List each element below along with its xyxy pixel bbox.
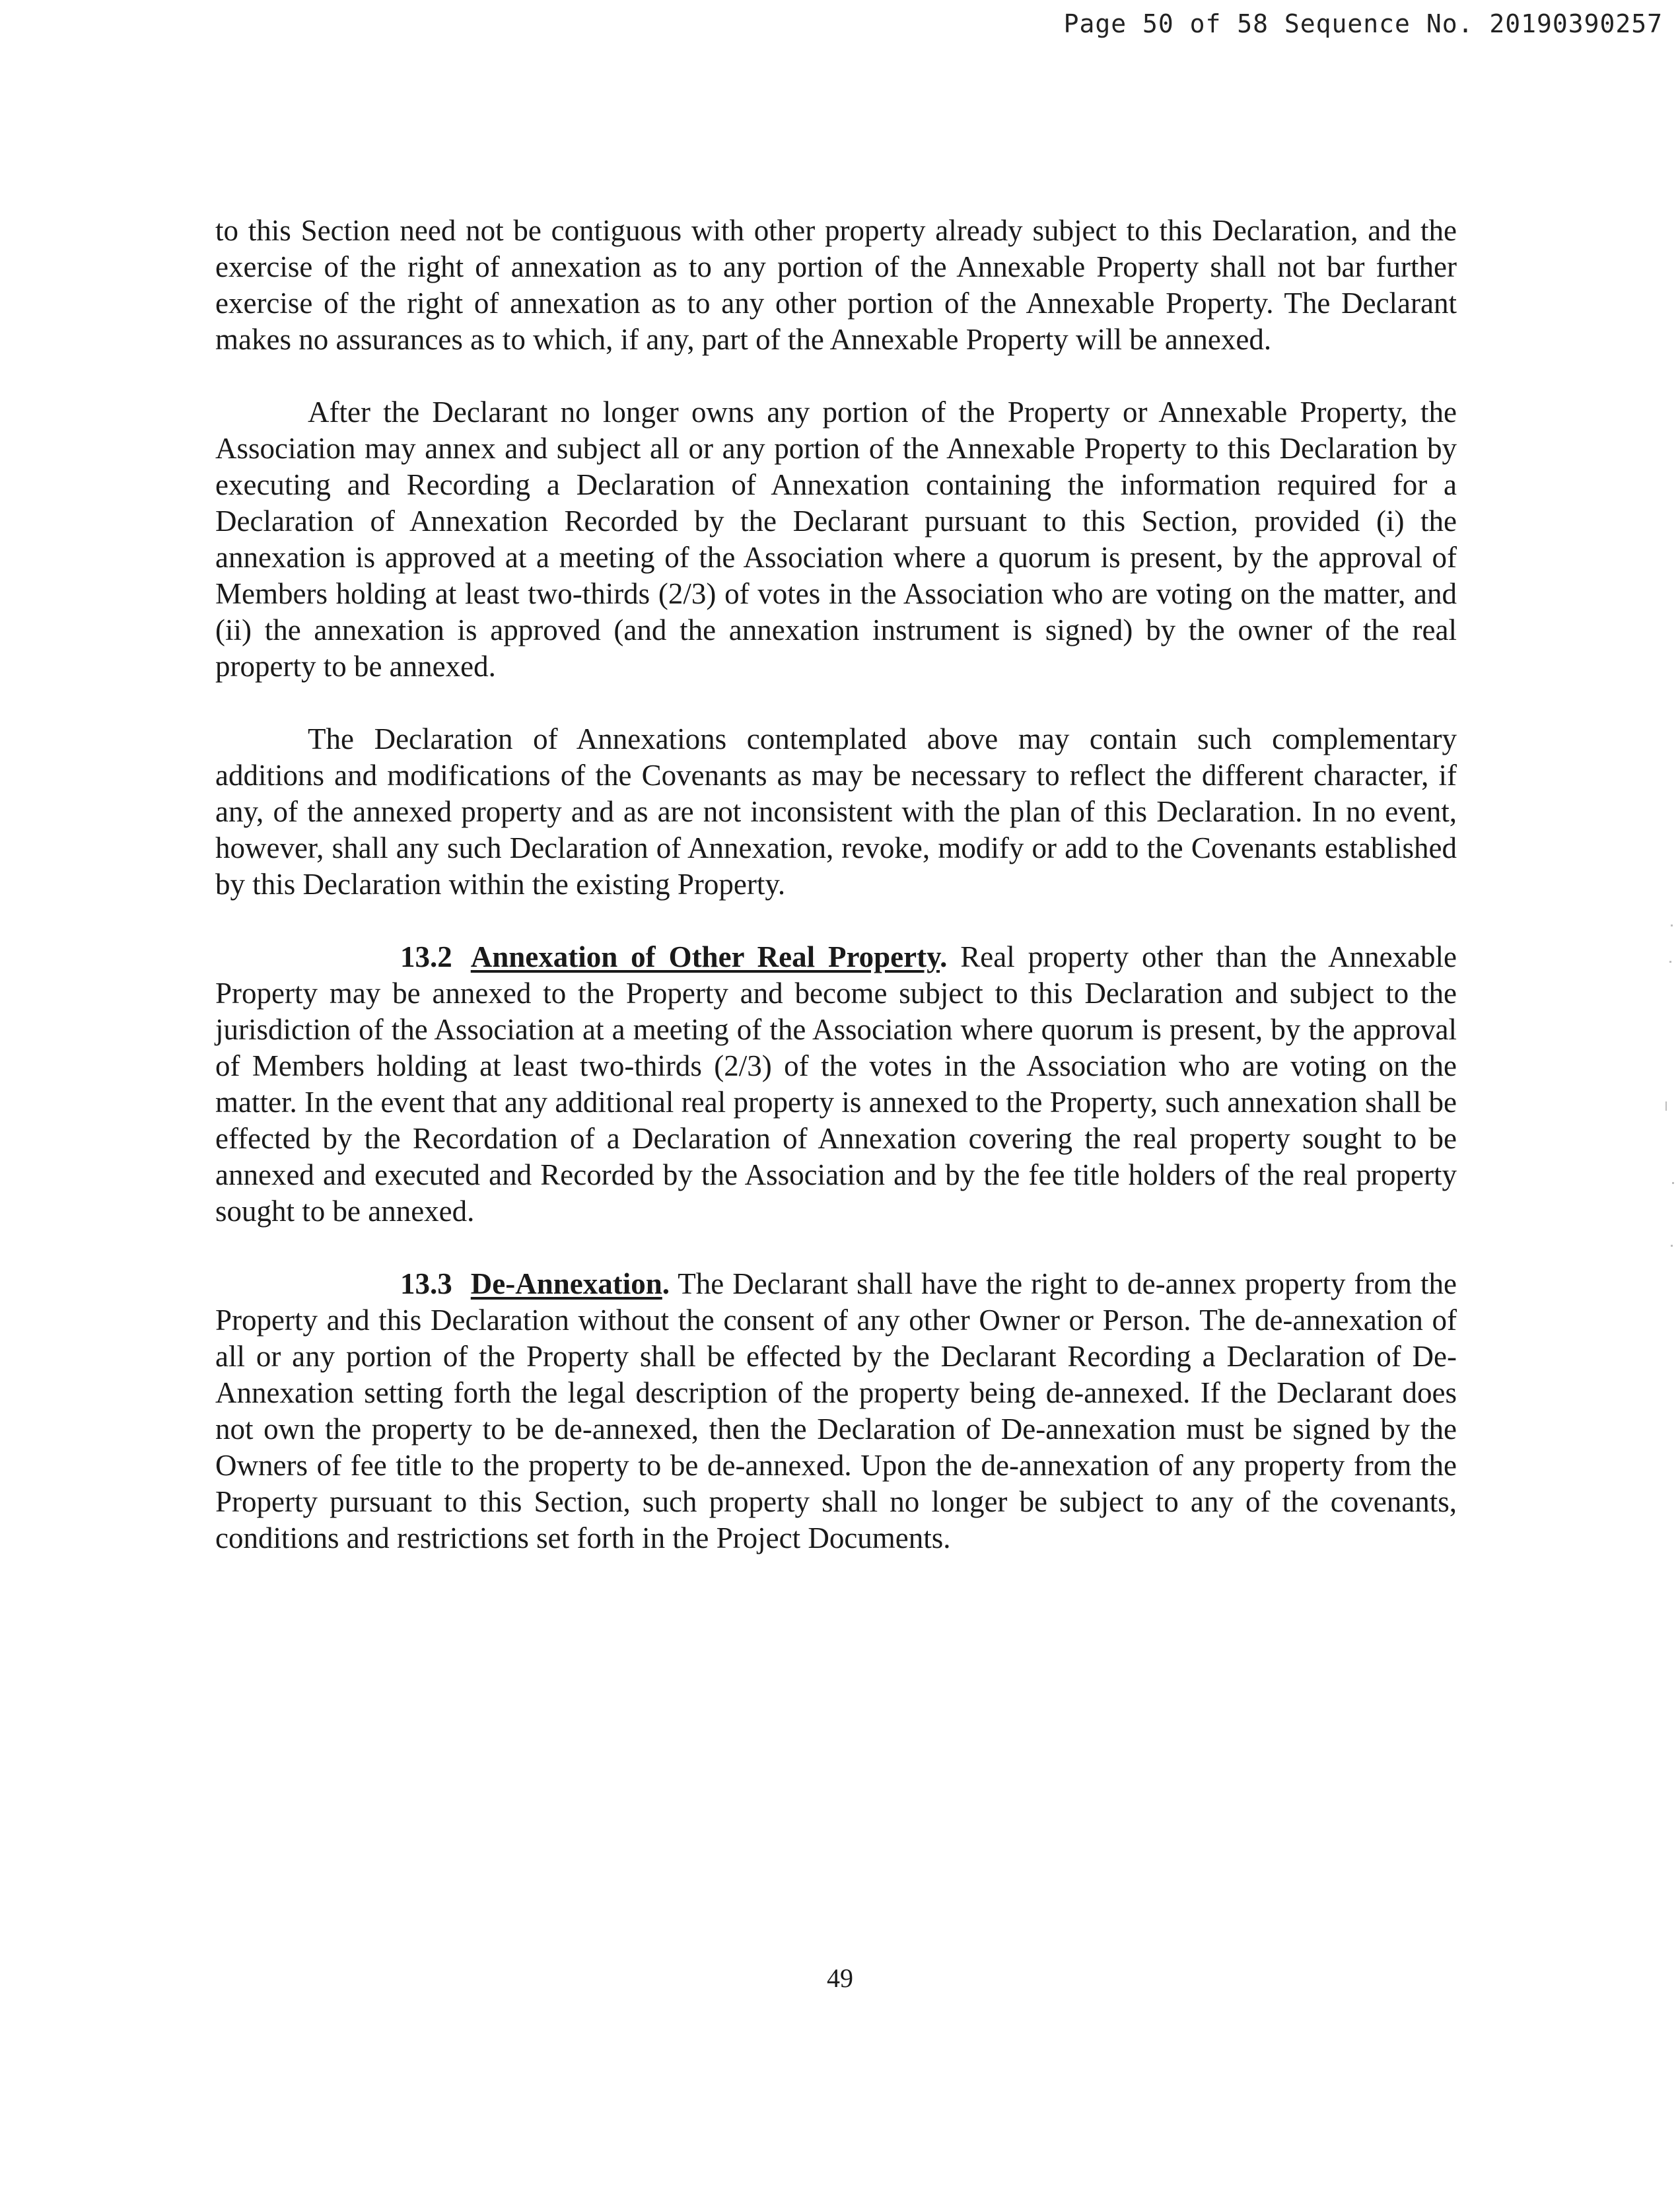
section-13-3-title: De-Annexation — [470, 1267, 662, 1300]
paragraph-annexation-declarations: The Declaration of Annexations contemplated above may contain such complementary additions and modifications of the Covenants as may be necessary to reflect the different character, if any, of the annexed property and as are not inconsistent with the plan of this Declaration. In no event, however, shall any such Declaration of Annexation, revoke, modify or add to the Covenants established by this Declaration within the existing Property. — [215, 722, 1457, 901]
document-body — [215, 213, 1457, 1593]
scan-speck — [1665, 1101, 1667, 1111]
section-13-2-body: Real property other than the Annexable Property may be annexed to the Property and become subject to this Declaration and subject to the jurisdiction of the Association at a meeting of the Association where quorum is present, by the approval of Members holding at least two-thirds (2/3) of the votes in the Association who are voting on the matter. In the event that any additional real property is annexed to the Property, such annexation shall be effected by the Recordation of a Declaration of Annexation covering the real property sought to be annexed and executed and Recorded by the Association and by the fee title holders of the real property sought to be annexed. — [215, 940, 1457, 1228]
paragraph-association-annexation: After the Declarant no longer owns any portion of the Property or Annexable Property, the Association may annex and subject all or any portion of the Annexable Property to this Declaration by executing and Recording a Declaration of Annexation containing the information required for a Declaration of Annexation Recorded by the Declarant pursuant to this Section, provided (i) the annexation is approved at a meeting of the Association where a quorum is present, by the approval of Members holding at least two-thirds (2/3) of votes in the Association who are voting on the matter, and (ii) the annexation is approved (and the annexation instrument is signed) by the owner of the real property to be annexed. — [215, 396, 1457, 683]
section-13-2-title: Annexation of Other Real Property — [470, 940, 940, 973]
scan-speck — [1669, 961, 1671, 963]
section-13-2-number: 13.2 — [400, 940, 452, 973]
section-13-2: 13.2 Annexation of Other Real Property. Real property other than the Annexable Property may be annexed to the Property and become subject to this Declaration and subject to the jurisdiction of the Association at a meeting of the Association where quorum is present, by the approval of Members holding at least two-thirds (2/3) of the votes in the Association who are voting on the matter. In the event that any additional real property is annexed to the Property, such annexation shall be effected by the Recordation of a Declaration of Annexation covering the real property sought to be annexed and executed and Recorded by the Association and by the fee title holders of the real property sought to be annexed. — [215, 940, 1457, 1228]
paragraph-continuation: to this Section need not be contiguous with other property already subject to this Declaration, and the exercise of the right of annexation as to any portion of the Annexable Property shall not bar further exercise of the right of annexation as to any other portion of the Annexable Property. The Declarant makes no assurances as to which, if any, part of the Annexable Property will be annexed. — [215, 214, 1457, 356]
scan-speck — [1672, 1182, 1674, 1184]
section-13-3: 13.3 De-Annexation. The Declarant shall have the right to de-annex property from the Property and this Declaration without the consent of any other Owner or Person. The de-annexation of all or any portion of the Property shall be effected by the Declarant Recording a Declaration of De-Annexation setting forth the legal description of the property being de-annexed. If the Declarant does not own the property to be de-annexed, then the Declaration of De-annexation must be signed by the Owners of fee title to the property to be de-annexed. Upon the de-annexation of any property from the Property pursuant to this Section, such property shall no longer be subject to any of the covenants, conditions and restrictions set forth in the Project Documents. — [215, 1267, 1457, 1554]
page-sequence-header: Page 50 of 58 Sequence No. 20190390257 — [1063, 9, 1663, 38]
scan-speck — [1671, 1245, 1673, 1247]
section-13-3-body: The Declarant shall have the right to de-annex property from the Property and this Declaration without the consent of any other Owner or Person. The de-annexation of all or any portion of the Property shall be effected by the Declarant Recording a Declaration of De-Annexation setting forth the legal description of the property being de-annexed. If the Declarant does not own the property to be de-annexed, then the Declaration of De-annexation must be signed by the Owners of fee title to the property to be de-annexed. Upon the de-annexation of any property from the Property pursuant to this Section, such property shall no longer be subject to any of the covenants, conditions and restrictions set forth in the Project Documents. — [215, 1267, 1457, 1554]
scan-speck — [1671, 924, 1673, 926]
page-number: 49 — [827, 1963, 853, 1993]
section-13-3-number: 13.3 — [400, 1267, 452, 1300]
